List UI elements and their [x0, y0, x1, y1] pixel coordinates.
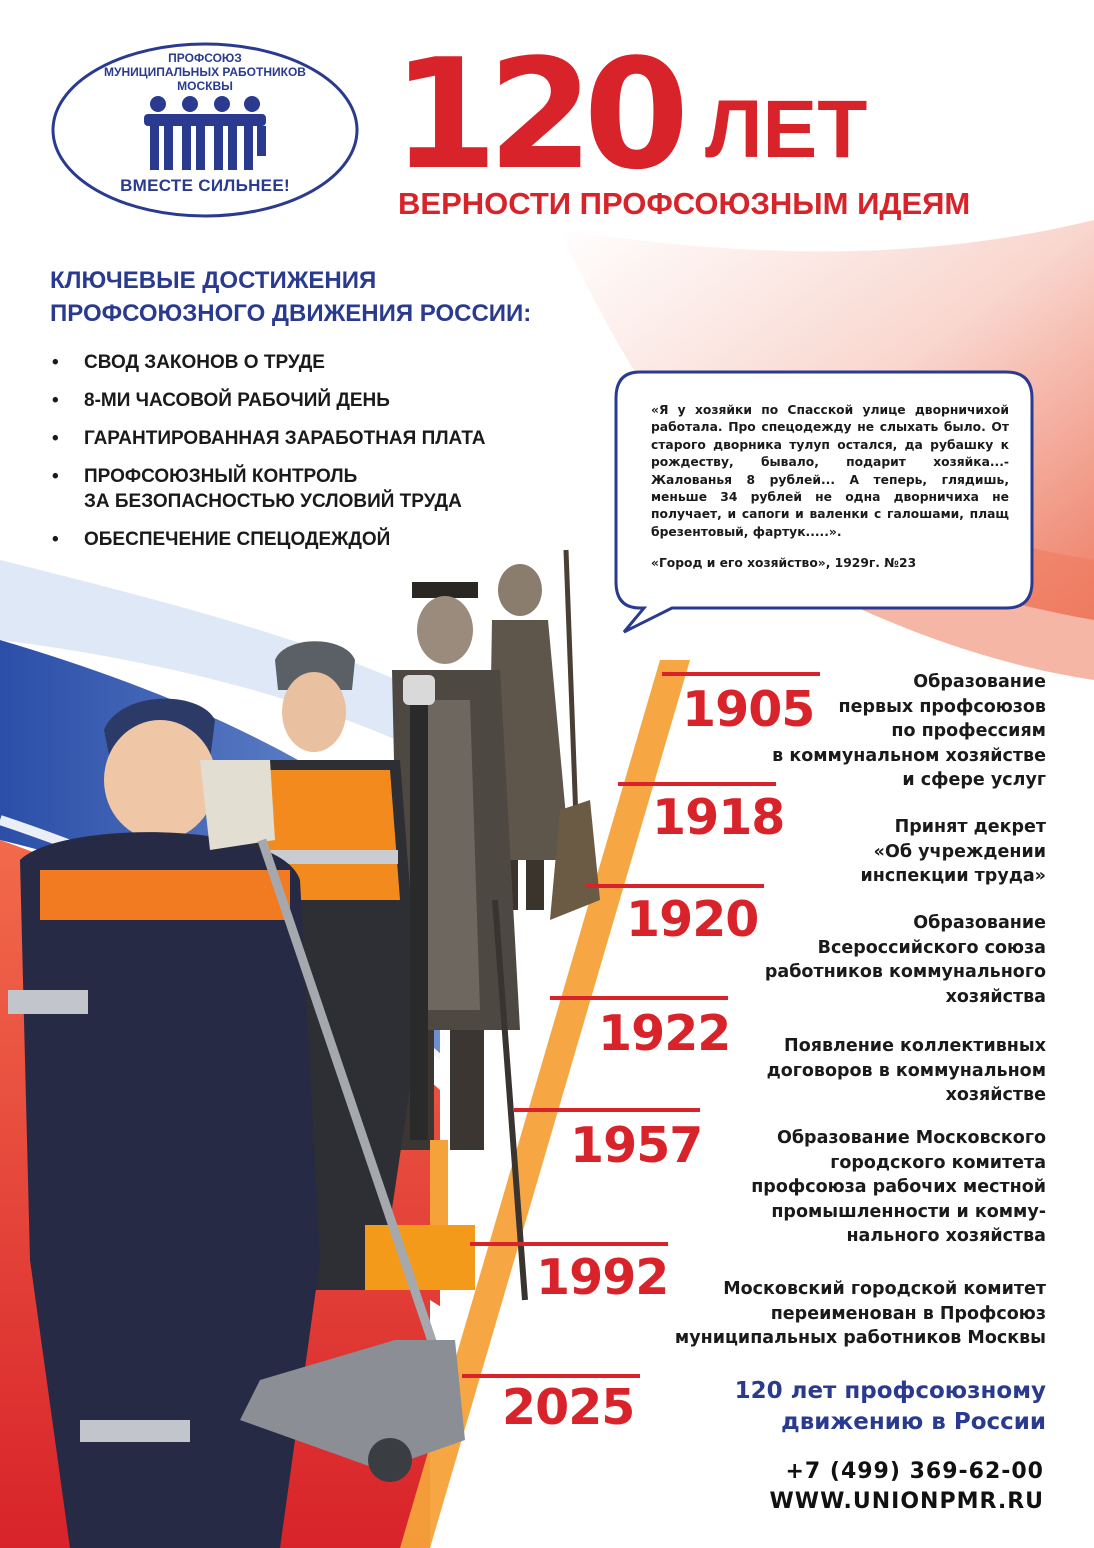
contact-phone[interactable]: +7 (499) 369-62-00 [785, 1459, 1044, 1484]
logo-line-2: МУНИЦИПАЛЬНЫХ РАБОТНИКОВ [104, 65, 306, 79]
timeline-event: Московский городской комитет переименован в Профсоюз муниципальных работников Москвы [674, 1279, 1046, 1348]
list-item [50, 350, 610, 375]
list-item [50, 464, 610, 514]
timeline-event: Образование первых профсоюзов по профессиям в коммунальном хозяйстве и сфере услуг [772, 672, 1046, 790]
list-item-text: ОБЕСПЕЧЕНИЕ СПЕЦОДЕЖДОЙ [84, 529, 391, 550]
bullet-icon: • [52, 352, 59, 373]
achievements-title-line-1: КЛЮЧЕВЫЕ ДОСТИЖЕНИЯ [50, 267, 377, 294]
contact-website[interactable]: WWW.UNIONPMR.RU [769, 1489, 1044, 1514]
list-item [50, 527, 610, 552]
achievements-title [50, 264, 531, 330]
logo-line-1: ПРОФСОЮЗ [168, 51, 242, 65]
timeline-rule [550, 996, 728, 1000]
list-item [50, 388, 610, 413]
list-item [50, 426, 610, 451]
timeline-event: Образование Московского городского комитета профсоюза рабочих местной промышленности и комму- нального хозяйства [751, 1128, 1046, 1246]
quote-text: «Я у хозяйки по Спасской улице дворничихой работала. Про спецодежду не слыхать было. От старого дворника тулуп остался, да рубашку к рождеству, бывало, подарит хозяйка...- Жалованья 8 рублей... А теперь, глядишь, меньше 34 рублей не одна дворничиха не получает, и сапоги и валенки с галошами, плащ брезентовый, фартук.....». [651, 403, 1009, 539]
list-item-text: ПРОФСОЮЗНЫЙ КОНТРОЛЬ ЗА БЕЗОПАСНОСТЬЮ УСЛОВИЙ ТРУДА [84, 466, 462, 512]
headline-number: 120 [392, 26, 680, 203]
logo-motto: ВМЕСТЕ СИЛЬНЕЕ! [120, 176, 290, 195]
timeline-year: 2025 [502, 1379, 635, 1436]
list-item-text: ГАРАНТИРОВАННАЯ ЗАРАБОТНАЯ ПЛАТА [84, 428, 486, 449]
timeline-year: 1918 [652, 789, 785, 846]
timeline-rule [462, 1374, 640, 1378]
timeline-rule [586, 884, 764, 888]
timeline-event: Образование Всероссийского союза работников коммунального хозяйства [764, 913, 1046, 1007]
bullet-icon: • [52, 529, 59, 550]
headline-subtitle: ВЕРНОСТИ ПРОФСОЮЗНЫМ ИДЕЯМ [398, 186, 971, 221]
logo-line-3: МОСКВЫ [177, 79, 233, 93]
timeline-year: 1992 [536, 1249, 669, 1306]
list-item-text: 8-МИ ЧАСОВОЙ РАБОЧИЙ ДЕНЬ [84, 390, 390, 411]
bullet-icon: • [52, 466, 59, 487]
timeline-year: 1905 [682, 681, 815, 738]
timeline-year: 1957 [570, 1117, 703, 1174]
timeline-rule [514, 1108, 700, 1112]
timeline-rule [470, 1242, 668, 1246]
bullet-icon: • [52, 390, 59, 411]
quote-source: «Город и его хозяйство», 1929г. №23 [651, 556, 917, 570]
achievements-title-line-2: ПРОФСОЮЗНОГО ДВИЖЕНИЯ РОССИИ: [50, 300, 532, 327]
union-people-icon [140, 94, 270, 174]
achievements-list [50, 350, 610, 565]
list-item-text: СВОД ЗАКОНОВ О ТРУДЕ [84, 352, 325, 373]
timeline-event: Принят декрет «Об учреждении инспекции труда» [860, 817, 1046, 886]
timeline-event-final: 120 лет профсоюзному движению в России [734, 1378, 1046, 1435]
headline-word: ЛЕТ [705, 84, 868, 175]
timeline-year: 1920 [626, 891, 759, 948]
timeline-rule [618, 782, 776, 786]
timeline-year: 1922 [598, 1005, 731, 1062]
bullet-icon: • [52, 428, 59, 449]
timeline-event: Появление коллективных договоров в коммунальном хозяйстве [766, 1036, 1046, 1105]
union-logo [50, 40, 360, 220]
